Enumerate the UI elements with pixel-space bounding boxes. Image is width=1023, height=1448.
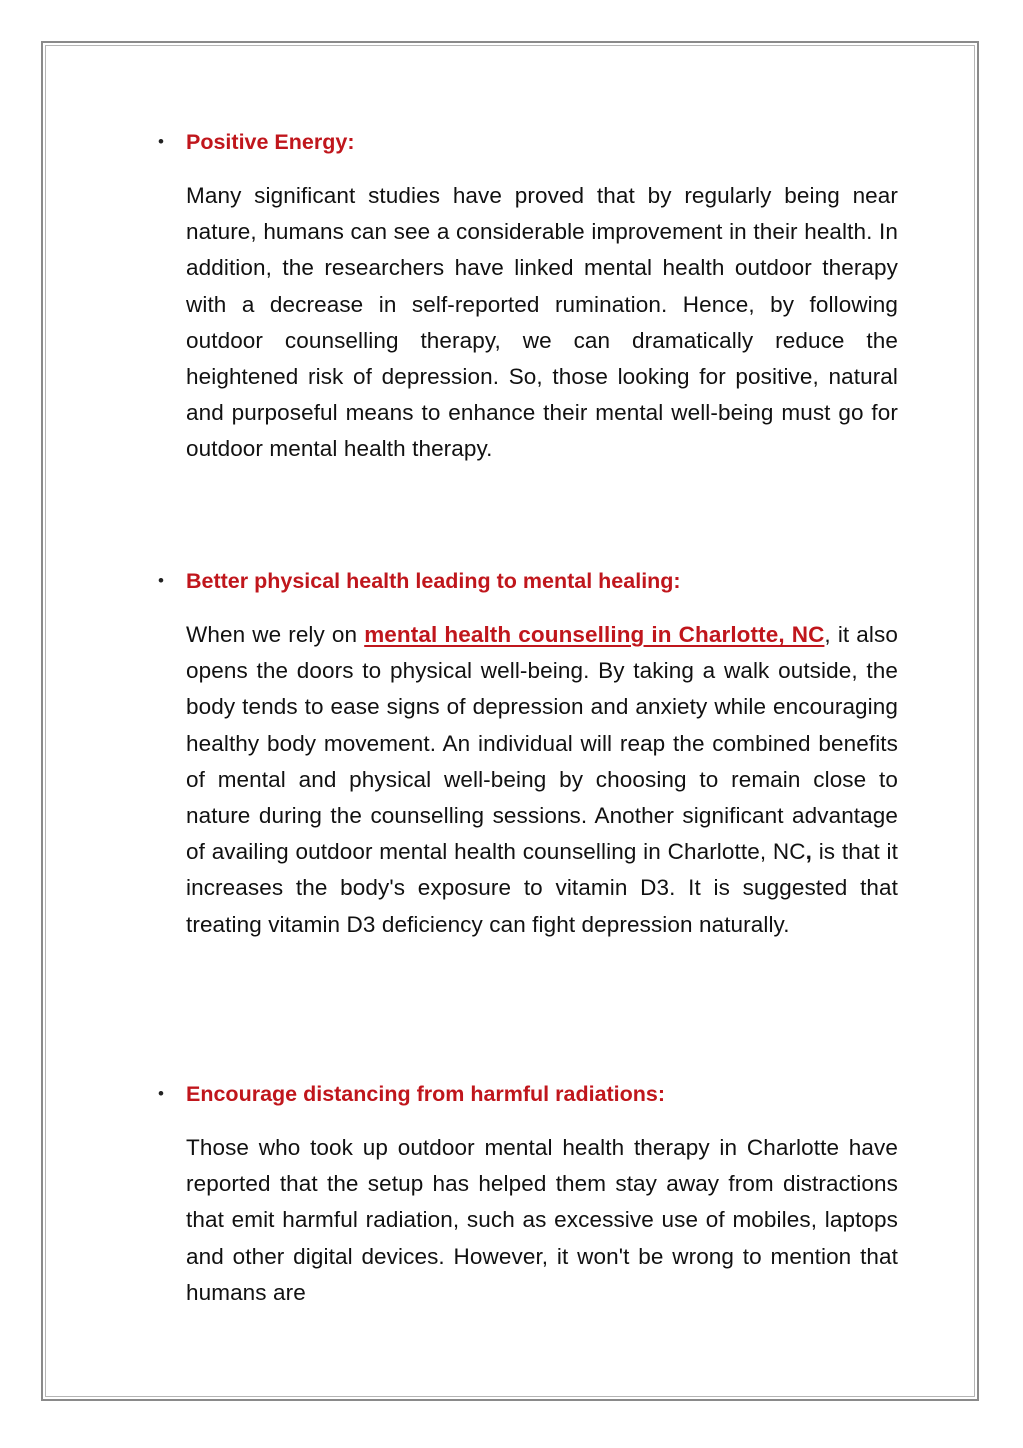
section-body — [186, 617, 898, 943]
bold-comma: , — [805, 839, 812, 865]
body-text: When we rely on — [186, 622, 365, 647]
body-text: is that it increases the body's exposure to vitamin D3. It is suggested that treating vitamin D3 deficiency can fight depression naturally. — [186, 839, 898, 937]
section-positive-energy — [158, 129, 898, 468]
section-physical-health — [158, 568, 898, 943]
section-heading: Better physical health leading to mental healing: — [186, 569, 681, 593]
body-text: , it also opens the doors to physical well-being. By taking a walk outside, the body tends to ease signs of depression and anxiety while encouraging healthy body movement. An individual will reap the combined benefits of mental and physical well-being by choosing to remain close to nature during the counselling sessions. Another significant advantage of availing outdoor mental health counselling in Charlotte, NC — [186, 622, 898, 865]
section-heading: Encourage distancing from harmful radiations: — [186, 1082, 666, 1106]
bullet-icon: • — [158, 132, 164, 151]
section-heading: Positive Energy: — [186, 130, 355, 154]
bullet-icon: • — [158, 571, 164, 590]
section-body: Many significant studies have proved that by regularly being near nature, humans can see a considerable improvement in their health. In addition, the researchers have linked mental health outdoor therapy with a decrease in self-reported rumination. Hence, by following outdoor counselling therapy, we can dramatically reduce the heightened risk of depression. So, those looking for positive, natural and purposeful means to enhance their mental well-being must go for outdoor mental health therapy. — [186, 183, 898, 462]
counselling-link[interactable]: mental health counselling in Charlotte, NC — [364, 622, 825, 647]
section-body: Those who took up outdoor mental health therapy in Charlotte have reported that the setup has helped them stay away from distractions that emit harmful radiation, such as excessive use of mobiles, laptops and other digital devices. However, it won't be wrong to mention that humans are — [186, 1135, 898, 1305]
section-harmful-radiations — [158, 1081, 898, 1311]
bullet-icon: • — [158, 1084, 164, 1103]
